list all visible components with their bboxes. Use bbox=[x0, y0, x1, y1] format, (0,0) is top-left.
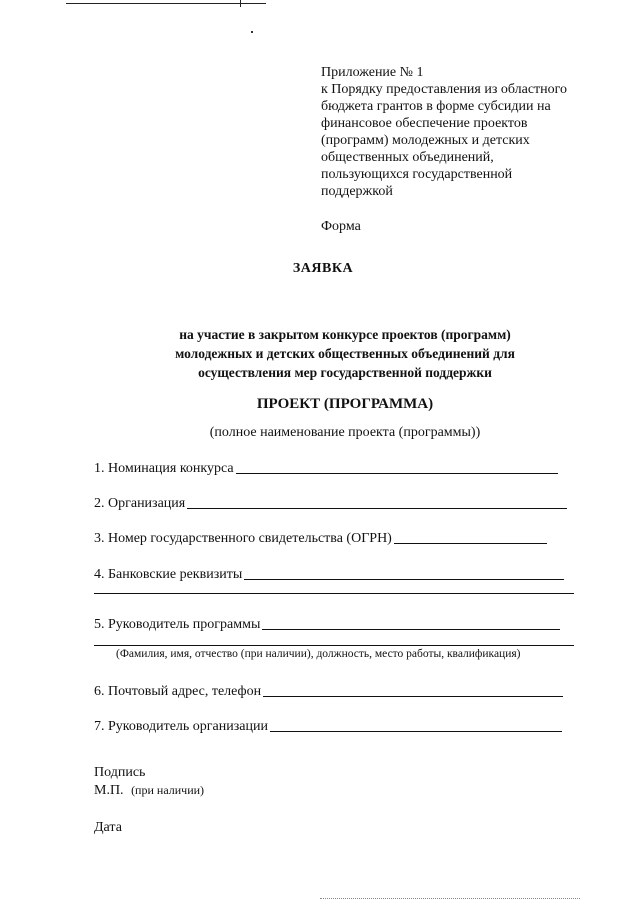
field-address bbox=[94, 682, 563, 700]
stamp-note: (при наличии) bbox=[131, 783, 205, 797]
form-label: Форма bbox=[321, 219, 361, 234]
top-tick bbox=[240, 0, 241, 7]
field-ogrn-label: 3. Номер государственного свидетельства (ОГРН) bbox=[94, 531, 392, 546]
date-label: Дата bbox=[94, 820, 122, 835]
field-organization bbox=[94, 494, 567, 512]
signature-label: Подпись bbox=[94, 765, 146, 780]
appendix-line: к Порядку предоставления из областного bbox=[321, 82, 568, 97]
subtitle-line: молодежных и детских общественных объединений для bbox=[175, 346, 515, 361]
field-ogrn-line[interactable] bbox=[394, 529, 547, 544]
appendix-line: бюджета грантов в форме субсидии на bbox=[321, 99, 551, 114]
field-nomination-label: 1. Номинация конкурса bbox=[94, 461, 234, 476]
field-head-label: 5. Руководитель программы bbox=[94, 617, 261, 632]
field-address-line[interactable] bbox=[263, 682, 563, 697]
document-subtitle bbox=[0, 325, 640, 382]
appendix-line: Приложение № 1 bbox=[321, 65, 424, 80]
field-bank-line[interactable] bbox=[244, 565, 564, 580]
appendix-line: пользующихся государственной bbox=[321, 167, 513, 182]
field-head-line-2[interactable] bbox=[94, 645, 574, 646]
project-title: ПРОЕКТ (ПРОГРАММА) bbox=[256, 396, 434, 412]
field-bank bbox=[94, 565, 564, 583]
appendix-line: поддержкой bbox=[321, 184, 393, 199]
field-head-line[interactable] bbox=[262, 615, 560, 630]
top-rule bbox=[66, 3, 266, 4]
field-head-note: (Фамилия, имя, отчество (при наличии), должность, место работы, квалификация) bbox=[116, 648, 521, 660]
field-address-label: 6. Почтовый адрес, телефон bbox=[94, 684, 262, 699]
field-organization-label: 2. Организация bbox=[94, 496, 186, 511]
field-nomination bbox=[94, 459, 558, 477]
appendix-line: финансовое обеспечение проектов bbox=[321, 116, 528, 131]
field-head bbox=[94, 615, 560, 633]
subtitle-line: осуществления мер государственной поддержки bbox=[198, 365, 492, 380]
scan-dot bbox=[251, 31, 253, 33]
appendix-line: общественных объединений, bbox=[321, 150, 494, 165]
appendix-block bbox=[321, 64, 621, 200]
field-org-head-label: 7. Руководитель организации bbox=[94, 719, 268, 734]
field-bank-line-2[interactable] bbox=[94, 593, 574, 594]
field-nomination-line[interactable] bbox=[236, 459, 558, 474]
field-ogrn bbox=[94, 529, 547, 547]
stamp-label: М.П. bbox=[94, 783, 124, 798]
field-organization-line[interactable] bbox=[187, 494, 567, 509]
subtitle-line: на участие в закрытом конкурсе проектов (программ) bbox=[179, 327, 511, 342]
field-bank-label: 4. Банковские реквизиты bbox=[94, 567, 243, 582]
field-org-head-line[interactable] bbox=[270, 717, 562, 732]
project-note: (полное наименование проекта (программы)) bbox=[209, 425, 481, 440]
stamp-row bbox=[94, 783, 204, 799]
document-title: ЗАЯВКА bbox=[292, 261, 354, 276]
field-org-head bbox=[94, 717, 562, 735]
appendix-line: (программ) молодежных и детских bbox=[321, 133, 530, 148]
scan-artifact bbox=[320, 898, 580, 901]
